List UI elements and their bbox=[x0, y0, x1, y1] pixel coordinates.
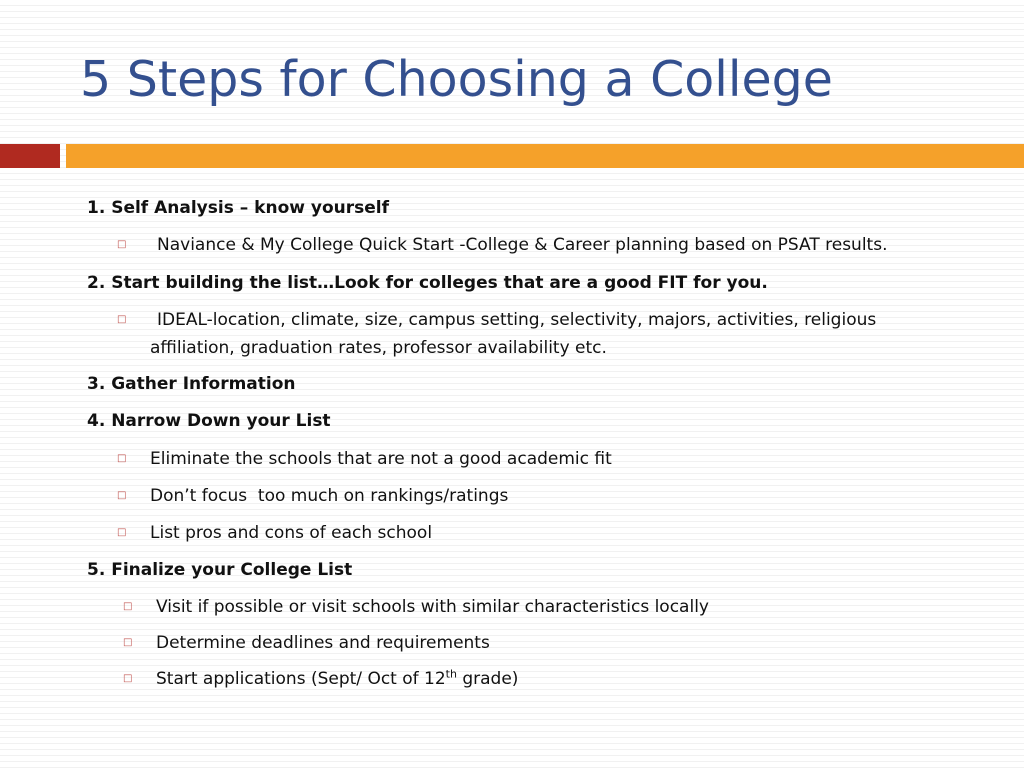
square-bullet-icon: □ bbox=[117, 490, 127, 501]
step-1-item-1: Naviance & My College Quick Start -College & Career planning based on PSAT results. bbox=[157, 235, 888, 255]
step-5-item-3-text-end: grade) bbox=[456, 669, 519, 689]
square-bullet-icon: □ bbox=[123, 601, 133, 612]
square-bullet-icon: □ bbox=[123, 673, 133, 684]
step-4-item-2: Don’t focus too much on rankings/ratings bbox=[150, 486, 509, 506]
step-5-item-2: Determine deadlines and requirements bbox=[156, 633, 490, 653]
square-bullet-icon: □ bbox=[123, 637, 133, 648]
step-5-heading: 5. Finalize your College List bbox=[87, 560, 353, 580]
ordinal-suffix: th bbox=[445, 667, 457, 681]
step-2-item-1: IDEAL-location, climate, size, campus setting, selectivity, majors, activities, religious bbox=[157, 310, 877, 330]
step-5-item-1: Visit if possible or visit schools with similar characteristics locally bbox=[156, 597, 709, 617]
step-4-heading: 4. Narrow Down your List bbox=[87, 411, 331, 431]
square-bullet-icon: □ bbox=[117, 453, 127, 464]
step-4-item-1: Eliminate the schools that are not a good academic fit bbox=[150, 449, 612, 469]
step-4-item-3: List pros and cons of each school bbox=[150, 523, 433, 543]
square-bullet-icon: □ bbox=[117, 239, 127, 250]
step-5-item-3-text: Start applications (Sept/ Oct of 12 bbox=[156, 669, 446, 689]
accent-bar-left bbox=[0, 144, 60, 168]
accent-bar-main bbox=[66, 144, 1024, 168]
slide-title: 5 Steps for Choosing a College bbox=[80, 51, 833, 108]
step-2-heading: 2. Start building the list…Look for colleges that are a good FIT for you. bbox=[87, 273, 768, 293]
step-1-heading: 1. Self Analysis – know yourself bbox=[87, 198, 389, 218]
square-bullet-icon: □ bbox=[117, 527, 127, 538]
step-3-heading: 3. Gather Information bbox=[87, 374, 296, 394]
square-bullet-icon: □ bbox=[117, 314, 127, 325]
step-2-item-1-continued: affiliation, graduation rates, professor availability etc. bbox=[150, 338, 607, 358]
step-5-item-3 bbox=[156, 668, 518, 690]
